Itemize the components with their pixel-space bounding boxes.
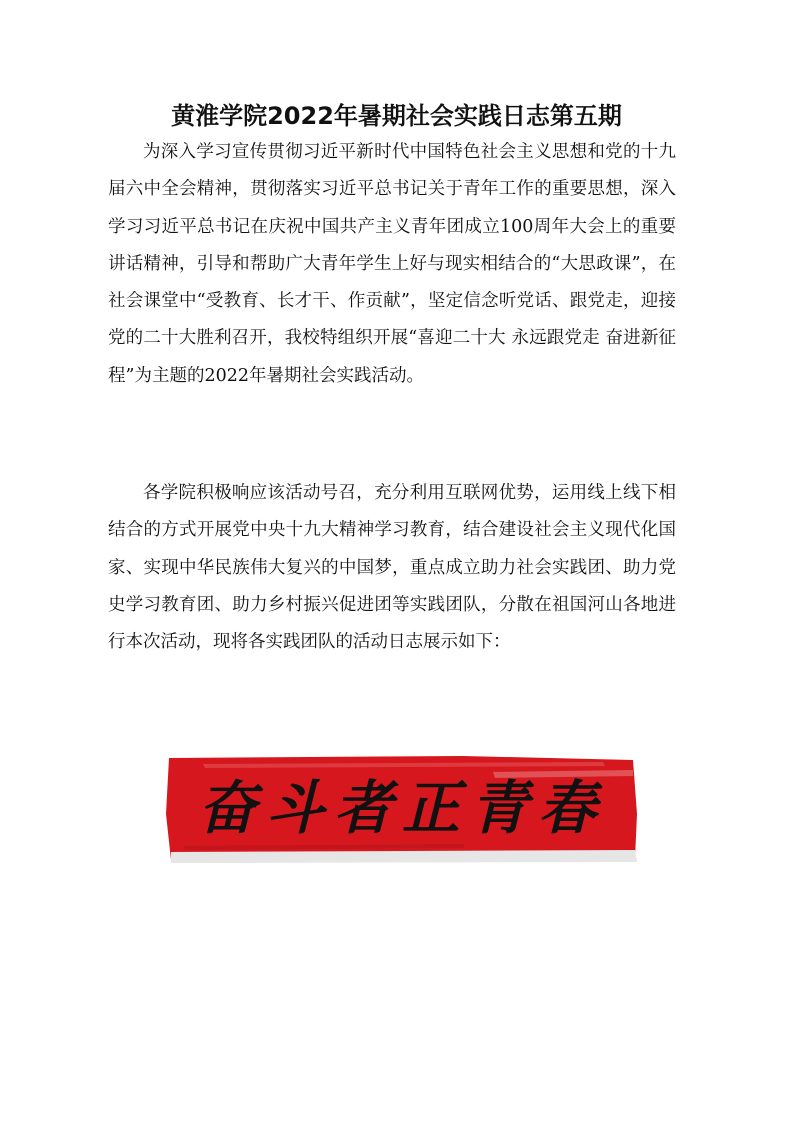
paragraph-intro: 为深入学习宣传贯彻习近平新时代中国特色社会主义思想和党的十九届六中全会精神，贯彻落实习近平总书记关于青年工作的重要思想，深入学习习近平总书记在庆祝中国共产主义青年团成立100周年大会上的重要讲话精神，引导和帮助广大青年学生上好与现实相结合的“大思政课”，在社会课堂中“受教育、长才干、作贡献”，坚定信念听党话、跟党走，迎接党的二十大胜利召开，我校特组织开展“喜迎二十大 永远跟党走 奋进新征程”为主题的2022年暑期社会实践活动。	[108, 142, 676, 386]
page-title: 黄淮学院2022年暑期社会实践日志第五期	[171, 102, 622, 130]
banner-shadow-strip	[171, 850, 637, 863]
banner-slogan-text: 奋斗者正青春	[197, 774, 606, 842]
slogan-banner	[163, 754, 641, 864]
paragraph-activities: 各学院积极响应该活动号召，充分利用互联网优势，运用线上线下相结合的方式开展党中央十九大精神学习教育，结合建设社会主义现代化国家、实现中华民族伟大复兴的中国梦，重点成立助力社会实践团、助力党史学习教育团、助力乡村振兴促进团等实践团队，分散在祖国河山各地进行本次活动，现将各实践团队的活动日志展示如下：	[108, 483, 676, 653]
